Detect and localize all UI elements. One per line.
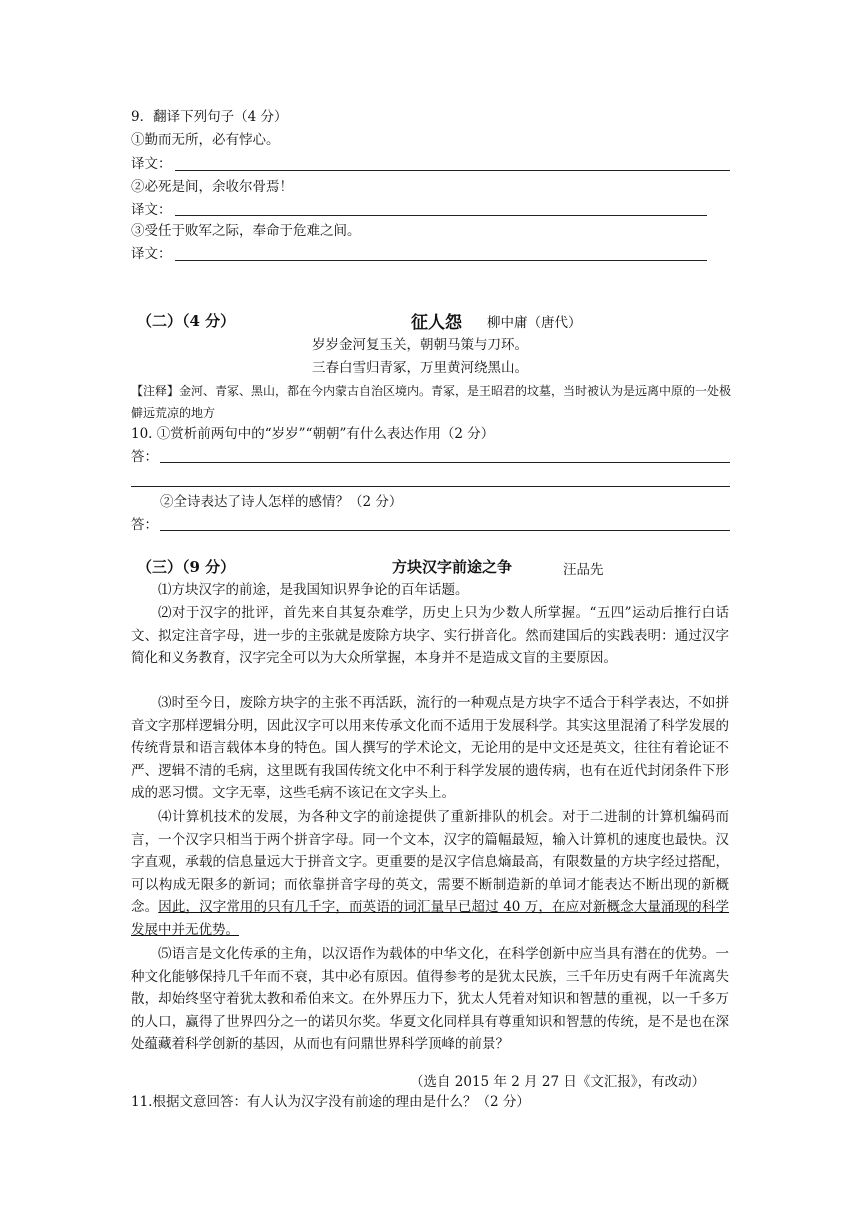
paragraph-4 [131, 806, 729, 942]
q10-part-2: ②全诗表达了诗人怎样的感情？（2 分） [160, 494, 403, 510]
q9-label-1: 译文： [131, 156, 172, 172]
paragraph-4-underlined: 因此，汉字常用的只有几千字，而英语的词汇量早已超过 40 万，在应对新概念大量涌现的科学发展中并无优势。 [131, 899, 730, 938]
paragraph-1: ⑴方块汉字的前途，是我国知识界争论的百年话题。 [158, 582, 469, 598]
poem-note: 【注释】金河、青冢、黑山，都在今内蒙古自治区境内。青冢，是王昭君的坟墓，当时被认为是远离中原的一处极僻远荒凉的地方 [131, 384, 732, 420]
answer-line [160, 530, 730, 531]
q9-sentence-1: ①勤而无所，必有悖心。 [131, 132, 280, 148]
poem-line-1: 岁岁金河复玉关，朝朝马策与刀环。 [312, 337, 528, 353]
poem-line-2: 三春白雪归青冢，万里黄河绕黑山。 [312, 360, 528, 376]
q9-label-3: 译文： [131, 246, 172, 262]
answer-line [175, 170, 730, 171]
answer-line [160, 462, 730, 463]
paragraph-2: ⑵对于汉字的批评，首先来自其复杂难学，历史上只为少数人所掌握。“五四”运动后推行白话文、拟定注音字母，进一步的主张就是废除方块字、实行拼音化。然而建国后的实践表明：通过汉字简化和义务教育，汉字完全可以为大众所掌握，本身并不是造成文盲的主要原因。 [131, 605, 729, 667]
answer-line [175, 215, 707, 216]
answer-line [131, 486, 730, 487]
q9-label-2: 译文： [131, 202, 172, 218]
q10-answer-label-1: 答： [131, 449, 158, 465]
paragraph-5: ⑸语言是文化传承的主角，以汉语作为载体的中华文化，在科学创新中应当具有潜在的优势。一种文化能够保持几千年而不衰，其中必有原因。值得参考的是犹太民族，三千年历史有两千年流离失散，却始终坚守着犹太教和希伯来文。在外界压力下，犹太人凭着对知识和智慧的重视，以一千多万的人口，赢得了世界四分之一的诺贝尔奖。华夏文化同样具有尊重知识和智慧的传统，是不是也在深处蕴藏着科学创新的基因，从而也有问鼎世界科学顶峰的前景？ [131, 946, 729, 1053]
part2-header: （二）（4 分） [137, 312, 236, 330]
part3-header: （三）（9 分） [137, 558, 236, 576]
paragraph-4-text: ⑷计算机技术的发展，为各种文字的前途提供了重新排队的机会。对于二进制的计算机编码而言，一个汉字只相当于两个拼音字母。同一个文本，汉字的篇幅最短，输入计算机的速度也最快。汉字直观，承载的信息量远大于拼音文字。更重要的是汉字信息熵最高，有限数量的方块字经过搭配，可以构成无限多的新词；而依靠拼音字母的英文，需要不断制造新的单词才能表达不断出现的新概念。 [131, 809, 729, 916]
q9-sentence-3: ③受任于败军之际，奉命于危难之间。 [131, 223, 361, 239]
q9-title: 9．翻译下列句子（4 分） [131, 109, 288, 125]
poem-title: 征人怨 [411, 313, 462, 333]
article-author: 汪品先 [563, 562, 604, 578]
source-citation: （选自 2015 年 2 月 27 日《文汇报》，有改动） [410, 1074, 706, 1090]
q11: 11.根据文意回答：有人认为汉字没有前途的理由是什么？（2 分） [131, 1094, 530, 1110]
article-title: 方块汉字前途之争 [392, 558, 513, 576]
paragraph-3: ⑶时至今日，废除方块字的主张不再活跃，流行的一种观点是方块字不适合于科学表达，不如拼音文字那样逻辑分明，因此汉字可以用来传承文化而不适用于发展科学。其实这里混淆了科学发展的传统背景和语言载体本身的特色。国人撰写的学术论文，无论用的是中文还是英文，往往有着论证不严、逻辑不清的毛病，这里既有我国传统文化中不利于科学发展的遗传病，也有在近代封闭条件下形成的恶习惯。文字无辜，这些毛病不该记在文字头上。 [131, 695, 729, 802]
poem-author: 柳中庸（唐代） [487, 315, 582, 331]
q10-answer-label-2: 答： [131, 517, 158, 533]
q10-part-1: 10. ①赏析前两句中的“岁岁”“朝朝”有什么表达作用（2 分） [131, 426, 495, 442]
answer-line [175, 260, 707, 261]
q9-sentence-2: ②必死是间，余收尔骨焉！ [131, 179, 293, 195]
